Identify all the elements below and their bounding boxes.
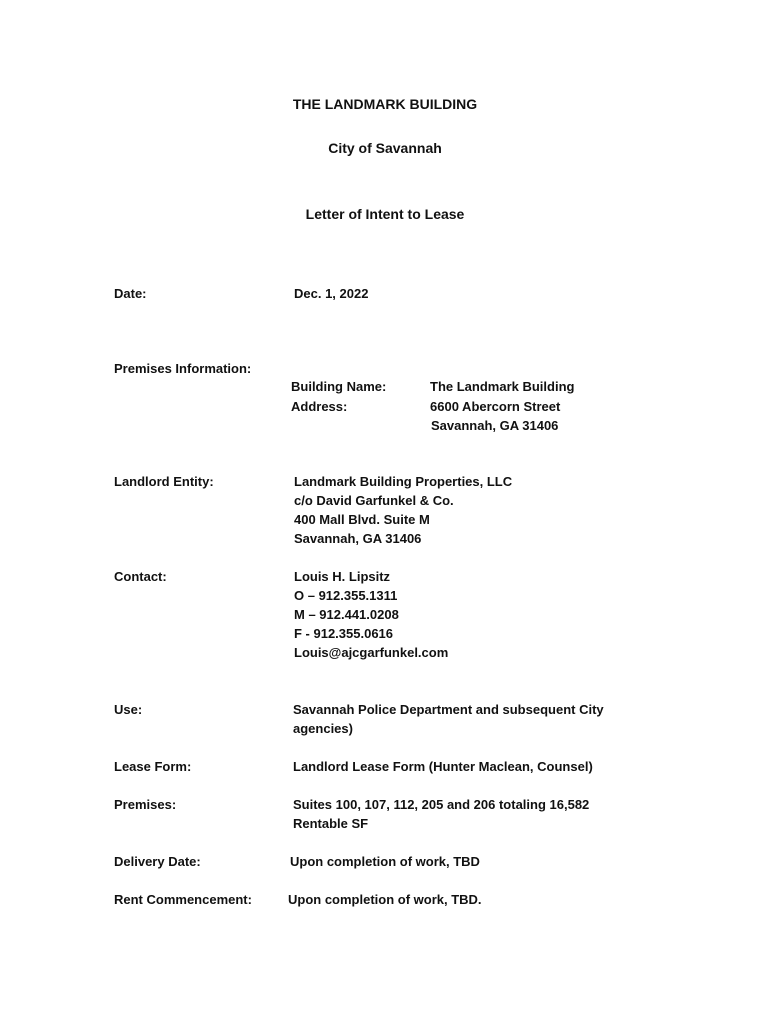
landlord-line: Savannah, GA 31406: [294, 531, 422, 546]
contact-office-phone: O – 912.355.1311: [294, 588, 398, 603]
use-line: agencies): [293, 721, 353, 736]
lease-form-value: Landlord Lease Form (Hunter Maclean, Counsel): [293, 759, 593, 774]
contact-name: Louis H. Lipsitz: [294, 569, 391, 584]
rent-commencement-value: Upon completion of work, TBD.: [288, 892, 482, 907]
delivery-date-value: Upon completion of work, TBD: [290, 854, 480, 869]
landlord-line: c/o David Garfunkel & Co.: [294, 493, 454, 508]
address-label: Address:: [291, 399, 348, 414]
address-line-2: Savannah, GA 31406: [431, 418, 559, 433]
delivery-date-label: Delivery Date:: [114, 854, 201, 869]
address-line-1: 6600 Abercorn Street: [430, 399, 561, 414]
use-block: [293, 700, 604, 738]
premises-information-label: Premises Information:: [114, 361, 252, 376]
landlord-line: Landmark Building Properties, LLC: [294, 474, 513, 489]
contact-mobile-phone: M – 912.441.0208: [294, 607, 399, 622]
premises-line: Suites 100, 107, 112, 205 and 206 totaling 16,582: [293, 797, 590, 812]
city-name: City of Savannah: [328, 140, 442, 156]
lease-form-label: Lease Form:: [114, 759, 192, 774]
building-name-label: Building Name:: [291, 379, 387, 394]
date-value: Dec. 1, 2022: [294, 286, 369, 301]
contact-block: [294, 567, 448, 662]
document-type: Letter of Intent to Lease: [305, 206, 465, 222]
premises-line: Rentable SF: [293, 816, 369, 831]
use-label: Use:: [114, 702, 143, 717]
contact-fax: F - 912.355.0616: [294, 626, 394, 641]
landlord-entity-label: Landlord Entity:: [114, 474, 214, 489]
contact-label: Contact:: [114, 569, 167, 584]
landlord-entity-block: [294, 472, 512, 548]
contact-email: Louis@ajcgarfunkel.com: [294, 645, 449, 660]
use-line: Savannah Police Department and subsequent City: [293, 702, 604, 717]
building-name-value: The Landmark Building: [430, 379, 575, 394]
landlord-line: 400 Mall Blvd. Suite M: [294, 512, 430, 527]
premises-block: [293, 795, 589, 833]
premises-label: Premises:: [114, 797, 177, 812]
rent-commencement-label: Rent Commencement:: [114, 892, 252, 907]
document-title: THE LANDMARK BUILDING: [292, 96, 478, 112]
date-label: Date:: [114, 286, 147, 301]
